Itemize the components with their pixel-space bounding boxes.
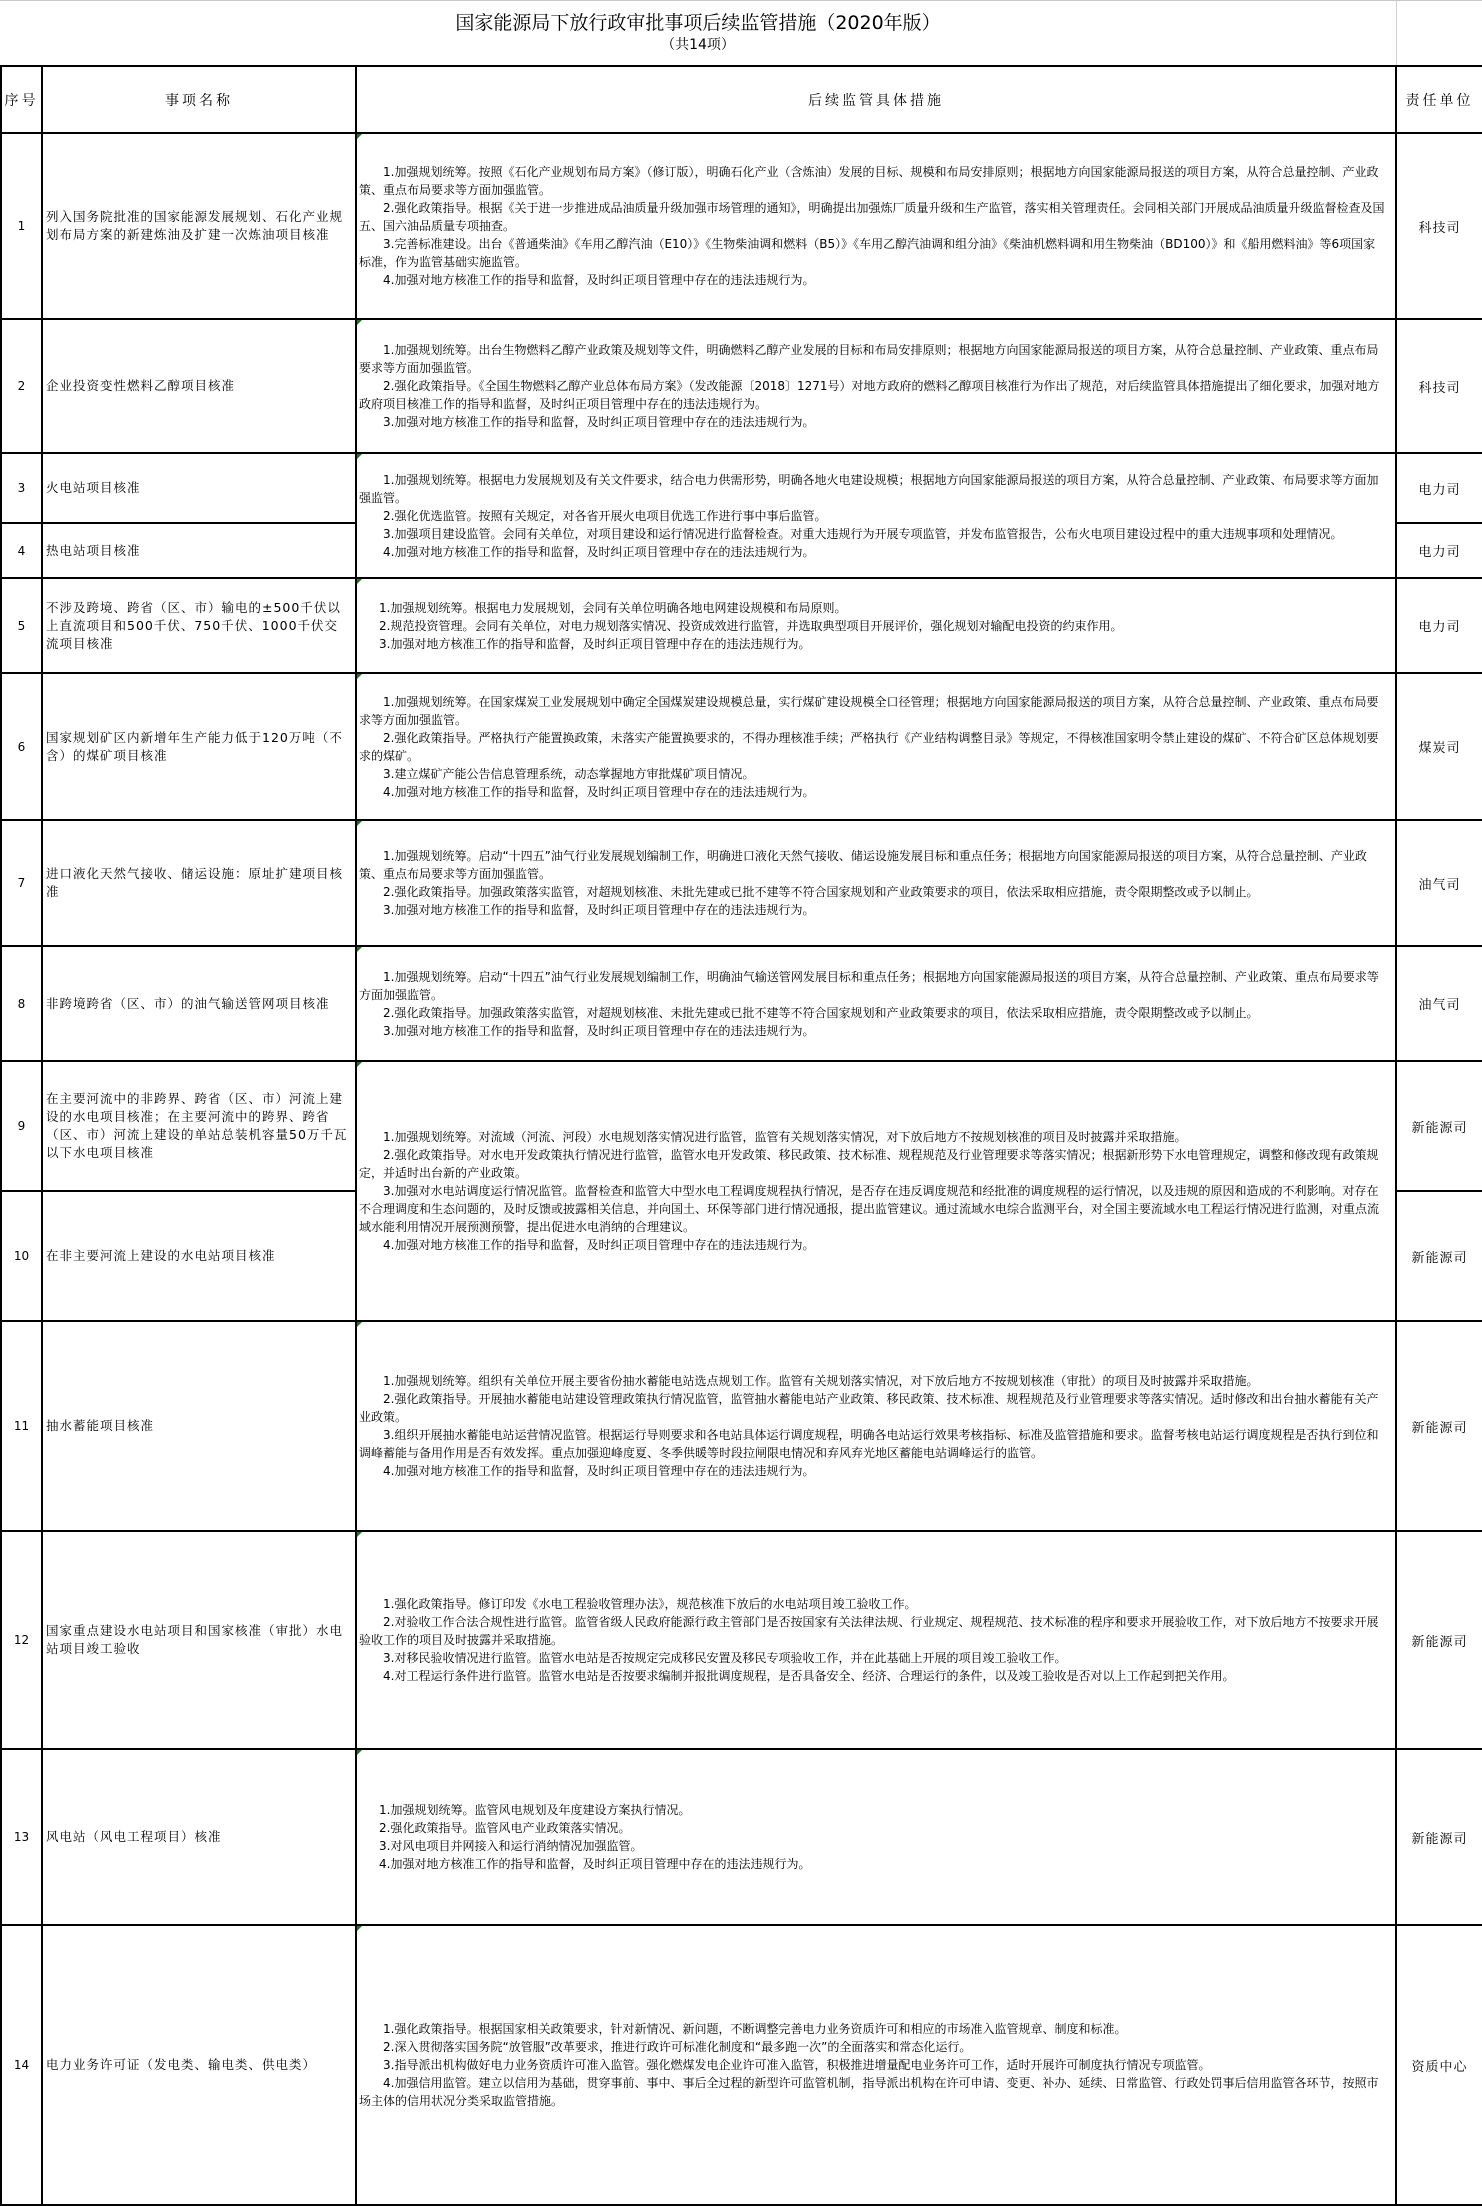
measure-line: 3.对风电项目并网接入和运行消纳情况加强监管。 <box>379 1839 643 1853</box>
measures-table <box>0 65 1482 2206</box>
measure-line: 3.对移民验收情况进行监管。监管水电站是否按规定完成移民安置及移民专项验收工作，并在此基础上开展的项目竣工验收工作。 <box>383 1651 1067 1665</box>
item-name[interactable]: 风电站（风电工程项目）核准 <box>42 1749 356 1925</box>
measure-line: 2.强化政策指导。对水电开发政策执行情况进行监管，监管水电开发政策、移民政策、技术标准、规程规范及行业管理要求等落实情况；根据新形势下水电管理规定，调整和修改现有政策规定，并适时出台新的产业政策。 <box>359 1148 1379 1180</box>
responsible-unit[interactable]: 煤炭司 <box>1396 673 1482 820</box>
comment-marker-icon <box>357 579 362 584</box>
measure-line: 2.强化政策指导。开展抽水蓄能电站建设管理政策执行情况监管，监管抽水蓄能电站产业政策、移民政策、技术标准、规程规范及行业管理要求等落实情况。适时修改和出台抽水蓄能有关产业政策。 <box>359 1392 1379 1424</box>
measure-line: 4.加强对地方核准工作的指导和监督，及时纠正项目管理中存在的违法违规行为。 <box>383 1238 815 1252</box>
measure-line: 4.对工程运行条件进行监管。监管水电站是否按要求编制并报批调度规程，是否具备安全、经济、合理运行的条件，以及竣工验收是否对以上工作起到把关作用。 <box>383 1669 1235 1683</box>
measure-line: 4.加强对地方核准工作的指导和监督，及时纠正项目管理中存在的违法违规行为。 <box>383 273 815 287</box>
measures-cell[interactable] <box>356 1749 1396 1925</box>
measure-line: 1.强化政策指导。修订印发《水电工程验收管理办法》，规范核准下放后的水电站项目竣工验收工作。 <box>383 1597 917 1611</box>
table-row <box>1 578 1482 673</box>
comment-marker-icon <box>357 134 362 139</box>
measure-line: 4.加强信用监管。建立以信用为基础，贯穿事前、事中、事后全过程的新型许可监管机制，指导派出机构在许可申请、变更、补办、延续、日常监管、行政处罚事后信用监管各环节，按照市场主体的信用状况分类采取监管措施。 <box>359 2076 1379 2108</box>
comment-marker-icon <box>357 1926 362 1931</box>
measure-line: 2.强化政策指导。加强政策落实监管，对超规划核准、未批先建或已批不建等不符合国家规划和产业政策要求的项目，依法采取相应措施，责令限期整改或予以制止。 <box>383 1005 1259 1020</box>
item-name[interactable]: 热电站项目核准 <box>42 523 356 578</box>
comment-marker-icon <box>357 821 362 826</box>
measure-line: 3.加强对水电站调度运行情况监管。监督检查和监管大中型水电工程调度规程执行情况，是否存在违反调度规范和经批准的调度规程的运行情况，以及违规的原因和造成的不利影响。对存在不合理调度和生态问题的，及时反馈或披露相关信息，并向国土、环保等部门进行情况通报，提出监管建议。通过流域水电综合监测平台，对全国主要流域水电工程运行情况进行监测，对重点流域水能利用情况开展预测预警，提出促进水电消纳的合理建议。 <box>359 1184 1380 1234</box>
measure-line: 1.加强规划统筹。根据电力发展规划，会同有关单位明确各地电网建设规模和布局原则。 <box>379 600 847 615</box>
measure-line: 1.加强规划统筹。启动“十四五”油气行业发展规划编制工作，明确进口液化天然气接收、储运设施发展目标和重点任务；根据地方向国家能源局报送的项目方案，从符合总量控制、产业政策、重点布局要求等方面加强监管。 <box>359 849 1367 881</box>
table-row <box>1 1321 1482 1531</box>
item-name[interactable]: 电力业务许可证（发电类、输电类、供电类） <box>42 1925 356 2205</box>
row-number[interactable]: 11 <box>1 1321 42 1531</box>
measures-cell[interactable] <box>356 946 1396 1061</box>
row-number[interactable]: 2 <box>1 319 42 453</box>
measure-line: 3.加强对地方核准工作的指导和监督，及时纠正项目管理中存在的违法违规行为。 <box>383 415 815 429</box>
measure-line: 3.指导派出机构做好电力业务资质许可准入监管。强化燃煤发电企业许可准入监管，积极推进增量配电业务许可工作，适时开展许可制度执行情况专项监管。 <box>383 2058 1211 2072</box>
measure-line: 2.强化政策指导。严格执行产能置换政策，未落实产能置换要求的，不得办理核准手续；严格执行《产业结构调整目录》等规定，不得核准国家明令禁止建设的煤矿、不符合矿区总体规划要求的煤矿。 <box>359 730 1379 763</box>
measure-line: 1.加强规划统筹。组织有关单位开展主要省份抽水蓄能电站选点规划工作。监管有关规划落实情况，对下放后地方不按规划核准（审批）的项目及时披露并采取措施。 <box>383 1374 1259 1388</box>
header-no[interactable]: 序号 <box>1 66 42 133</box>
measure-line: 2.规范投资管理。会同有关单位，对电力规划落实情况、投资成效进行监管，并选取典型项目开展评价，强化规划对输配电投资的约束作用。 <box>379 618 1123 633</box>
row-number[interactable]: 7 <box>1 820 42 946</box>
item-name[interactable]: 非跨境跨省（区、市）的油气输送管网项目核准 <box>42 946 356 1061</box>
table-row <box>1 319 1482 453</box>
header-name[interactable]: 事项名称 <box>42 66 356 133</box>
table-row <box>1 453 1482 523</box>
responsible-unit[interactable]: 新能源司 <box>1396 1321 1482 1531</box>
measure-line: 3.加强对地方核准工作的指导和监督，及时纠正项目管理中存在的违法违规行为。 <box>383 1023 815 1038</box>
table-row <box>1 946 1482 1061</box>
measure-line: 3.建立煤矿产能公告信息管理系统，动态掌握地方审批煤矿项目情况。 <box>383 766 755 781</box>
table-row <box>1 1925 1482 2205</box>
measure-line: 1.加强规划统筹。出台生物燃料乙醇产业政策及规划等文件，明确燃料乙醇产业发展的目标和布局安排原则；根据地方向国家能源局报送的项目方案，从符合总量控制、产业政策、重点布局要求等方面加强监管。 <box>359 343 1379 375</box>
measures-cell[interactable] <box>356 1925 1396 2205</box>
measure-line: 3.组织开展抽水蓄能电站运营情况监管。根据运行导则要求和各电站具体运行调度规程，明确各电站运行效果考核指标、标准及监管措施和要求。监督考核电站运行调度规程是否执行到位和调峰蓄能与备用作用是否有效发挥。重点加强迎峰度夏、冬季供暖等时段拉闸限电情况和弃风弃光地区蓄能电站调峰运行的监管。 <box>359 1428 1379 1460</box>
comment-marker-icon <box>357 320 362 325</box>
comment-marker-icon <box>357 1322 362 1327</box>
measures-cell[interactable] <box>356 578 1396 673</box>
comment-marker-icon <box>357 1750 362 1755</box>
page-subtitle: （共14项） <box>661 37 735 53</box>
item-name[interactable]: 国家规划矿区内新增年生产能力低于120万吨（不含）的煤矿项目核准 <box>42 673 356 820</box>
comment-marker-icon <box>357 674 362 679</box>
table-row <box>1 1061 1482 1191</box>
measure-line: 1.加强规划统筹。对流域（河流、河段）水电规划落实情况进行监管，监管有关规划落实情况，对下放后地方不按规划核准的项目及时披露并采取措施。 <box>383 1130 1187 1144</box>
responsible-unit[interactable]: 电力司 <box>1396 523 1482 578</box>
measure-line: 1.加强规划统筹。启动“十四五”油气行业发展规划编制工作，明确油气输送管网发展目标和重点任务；根据地方向国家能源局报送的项目方案，从符合总量控制、产业政策、重点布局要求等方面加强监管。 <box>359 969 1379 1002</box>
measure-line: 2.对验收工作合法合规性进行监管。监管省级人民政府能源行政主管部门是否按国家有关法律法规、行业规定、规程规范、技术标准的程序和要求开展验收工作，对下放后地方不按要求开展验收工作的项目及时披露并采取措施。 <box>359 1615 1379 1647</box>
row-number[interactable]: 5 <box>1 578 42 673</box>
measures-cell[interactable] <box>356 1061 1396 1321</box>
item-name[interactable]: 在非主要河流上建设的水电站项目核准 <box>42 1191 356 1321</box>
responsible-unit[interactable]: 新能源司 <box>1396 1191 1482 1321</box>
row-number[interactable]: 4 <box>1 523 42 578</box>
measures-cell[interactable] <box>356 820 1396 946</box>
row-number[interactable]: 9 <box>1 1061 42 1191</box>
measure-line: 1.加强规划统筹。监管风电规划及年度建设方案执行情况。 <box>379 1803 691 1817</box>
measure-line: 4.加强对地方核准工作的指导和监督，及时纠正项目管理中存在的违法违规行为。 <box>383 1464 815 1478</box>
header-measures[interactable]: 后续监管具体措施 <box>356 66 1396 133</box>
row-number[interactable]: 14 <box>1 1925 42 2205</box>
measure-line: 3.加强项目建设监管。会同有关单位，对项目建设和运行情况进行监督检查。对重大违规行为开展专项监管，并发布监管报告，公布火电项目建设过程中的重大违规事项和处理情况。 <box>383 526 1343 541</box>
row-number[interactable]: 12 <box>1 1531 42 1749</box>
measure-line: 1.加强规划统筹。根据电力发展规划及有关文件要求，结合电力供需形势，明确各地火电建设规模；根据地方向国家能源局报送的项目方案，从符合总量控制、产业政策、布局要求等方面加强监管。 <box>359 472 1379 505</box>
measure-line: 2.强化政策指导。加强政策落实监管，对超规划核准、未批先建或已批不建等不符合国家规划和产业政策要求的项目，依法采取相应措施，责令限期整改或予以制止。 <box>383 885 1259 899</box>
measure-line: 3.加强对地方核准工作的指导和监督，及时纠正项目管理中存在的违法违规行为。 <box>379 636 811 651</box>
measure-line: 2.强化政策指导。《全国生物燃料乙醇产业总体布局方案》（发改能源〔2018〕1271号）对地方政府的燃料乙醇项目核准行为作出了规范，对后续监管具体措施提出了细化要求，加强对地方政府项目核准工作的指导和监督，及时纠正项目管理中存在的违法违规行为。 <box>359 379 1380 411</box>
responsible-unit[interactable]: 电力司 <box>1396 453 1482 523</box>
comment-marker-icon <box>357 1532 362 1537</box>
responsible-unit[interactable]: 电力司 <box>1396 578 1482 673</box>
item-name[interactable]: 火电站项目核准 <box>42 453 356 523</box>
header-row <box>1 66 1482 133</box>
row-number[interactable]: 6 <box>1 673 42 820</box>
table-row <box>1 1531 1482 1749</box>
item-name[interactable]: 国家重点建设水电站项目和国家核准（审批）水电站项目竣工验收 <box>42 1531 356 1749</box>
title-side-cell <box>1396 0 1482 66</box>
item-name[interactable]: 进口液化天然气接收、储运设施：原址扩建项目核准 <box>42 820 356 946</box>
measures-cell[interactable] <box>356 319 1396 453</box>
row-number[interactable]: 1 <box>1 133 42 319</box>
measure-line: 2.强化政策指导。监管风电产业政策落实情况。 <box>379 1821 631 1835</box>
measure-line: 3.加强对地方核准工作的指导和监督，及时纠正项目管理中存在的违法违规行为。 <box>383 903 815 917</box>
responsible-unit[interactable]: 油气司 <box>1396 820 1482 946</box>
item-name[interactable]: 企业投资变性燃料乙醇项目核准 <box>42 319 356 453</box>
measure-line: 4.加强对地方核准工作的指导和监督，及时纠正项目管理中存在的违法违规行为。 <box>383 544 815 559</box>
title-block <box>0 0 1396 66</box>
measure-line: 1.强化政策指导。根据国家相关政策要求，针对新情况、新问题，不断调整完善电力业务资质许可和相应的市场准入监管规章、制度和标准。 <box>383 2022 1127 2036</box>
responsible-unit[interactable]: 新能源司 <box>1396 1749 1482 1925</box>
item-name[interactable]: 不涉及跨境、跨省（区、市）输电的±500千伏以上直流项目和500千伏、750千伏、1000千伏交流项目核准 <box>42 578 356 673</box>
table-row <box>1 820 1482 946</box>
table-row <box>1 673 1482 820</box>
item-name[interactable]: 在主要河流中的非跨界、跨省（区、市）河流上建设的水电项目核准；在主要河流中的跨界、跨省（区、市）河流上建设的单站总装机容量50万千瓦以下水电项目核准 <box>42 1061 356 1191</box>
comment-marker-icon <box>357 454 362 459</box>
measures-cell[interactable] <box>356 453 1396 578</box>
measure-line: 3.完善标准建设。出台《普通柴油》《车用乙醇汽油（E10）》《生物柴油调和燃料（B5）》《车用乙醇汽油调和组分油》《柴油机燃料调和用生物柴油（BD100）》和《船用燃料油》等6项国家标准，作为监管基础实施监管。 <box>359 237 1376 269</box>
responsible-unit[interactable]: 科技司 <box>1396 133 1482 319</box>
measure-line: 2.强化优选监管。按照有关规定，对各省开展火电项目优选工作进行事中事后监管。 <box>383 508 827 523</box>
page-title: 国家能源局下放行政审批事项后续监管措施（2020年版） <box>455 12 941 34</box>
row-number[interactable]: 3 <box>1 453 42 523</box>
measure-line: 1.加强规划统筹。按照《石化产业规划布局方案》（修订版），明确石化产业（含炼油）发展的目标、规模和布局安排原则；根据地方向国家能源局报送的项目方案，从符合总量控制、产业政策、重点布局要求等方面加强监管。 <box>359 165 1379 197</box>
comment-marker-icon <box>357 947 362 952</box>
measures-cell[interactable] <box>356 133 1396 319</box>
measures-cell[interactable] <box>356 1531 1396 1749</box>
responsible-unit[interactable]: 新能源司 <box>1396 1061 1482 1191</box>
measure-line: 2.深入贯彻落实国务院“放管服”改革要求，推进行政许可标准化制度和“最多跑一次”的全面落实和常态化运行。 <box>383 2040 972 2054</box>
measure-line: 1.加强规划统筹。在国家煤炭工业发展规划中确定全国煤炭建设规模总量，实行煤矿建设规模全口径管理；根据地方向国家能源局报送的项目方案，从符合总量控制、产业政策、重点布局要求等方面加强监管。 <box>359 694 1379 727</box>
comment-marker-icon <box>357 1062 362 1067</box>
row-number[interactable]: 10 <box>1 1191 42 1321</box>
responsible-unit[interactable]: 科技司 <box>1396 319 1482 453</box>
responsible-unit[interactable]: 新能源司 <box>1396 1531 1482 1749</box>
responsible-unit[interactable]: 油气司 <box>1396 946 1482 1061</box>
table-row <box>1 1749 1482 1925</box>
measure-line: 4.加强对地方核准工作的指导和监督，及时纠正项目管理中存在的违法违规行为。 <box>379 1857 811 1871</box>
measure-line: 4.加强对地方核准工作的指导和监督，及时纠正项目管理中存在的违法违规行为。 <box>383 784 815 799</box>
row-number[interactable]: 8 <box>1 946 42 1061</box>
row-number[interactable]: 13 <box>1 1749 42 1925</box>
item-name[interactable]: 列入国务院批准的国家能源发展规划、石化产业规划布局方案的新建炼油及扩建一次炼油项目核准 <box>42 133 356 319</box>
measures-cell[interactable] <box>356 1321 1396 1531</box>
table-row <box>1 133 1482 319</box>
header-unit[interactable]: 责任单位 <box>1396 66 1482 133</box>
measures-cell[interactable] <box>356 673 1396 820</box>
item-name[interactable]: 抽水蓄能项目核准 <box>42 1321 356 1531</box>
measure-line: 2.强化政策指导。根据《关于进一步推进成品油质量升级加强市场管理的通知》，明确提出加强炼厂质量升级和生产监管，落实相关管理责任。会同相关部门开展成品油质量升级监督检查及国五、国六油品质量专项抽查。 <box>359 201 1385 233</box>
responsible-unit[interactable]: 资质中心 <box>1396 1925 1482 2205</box>
